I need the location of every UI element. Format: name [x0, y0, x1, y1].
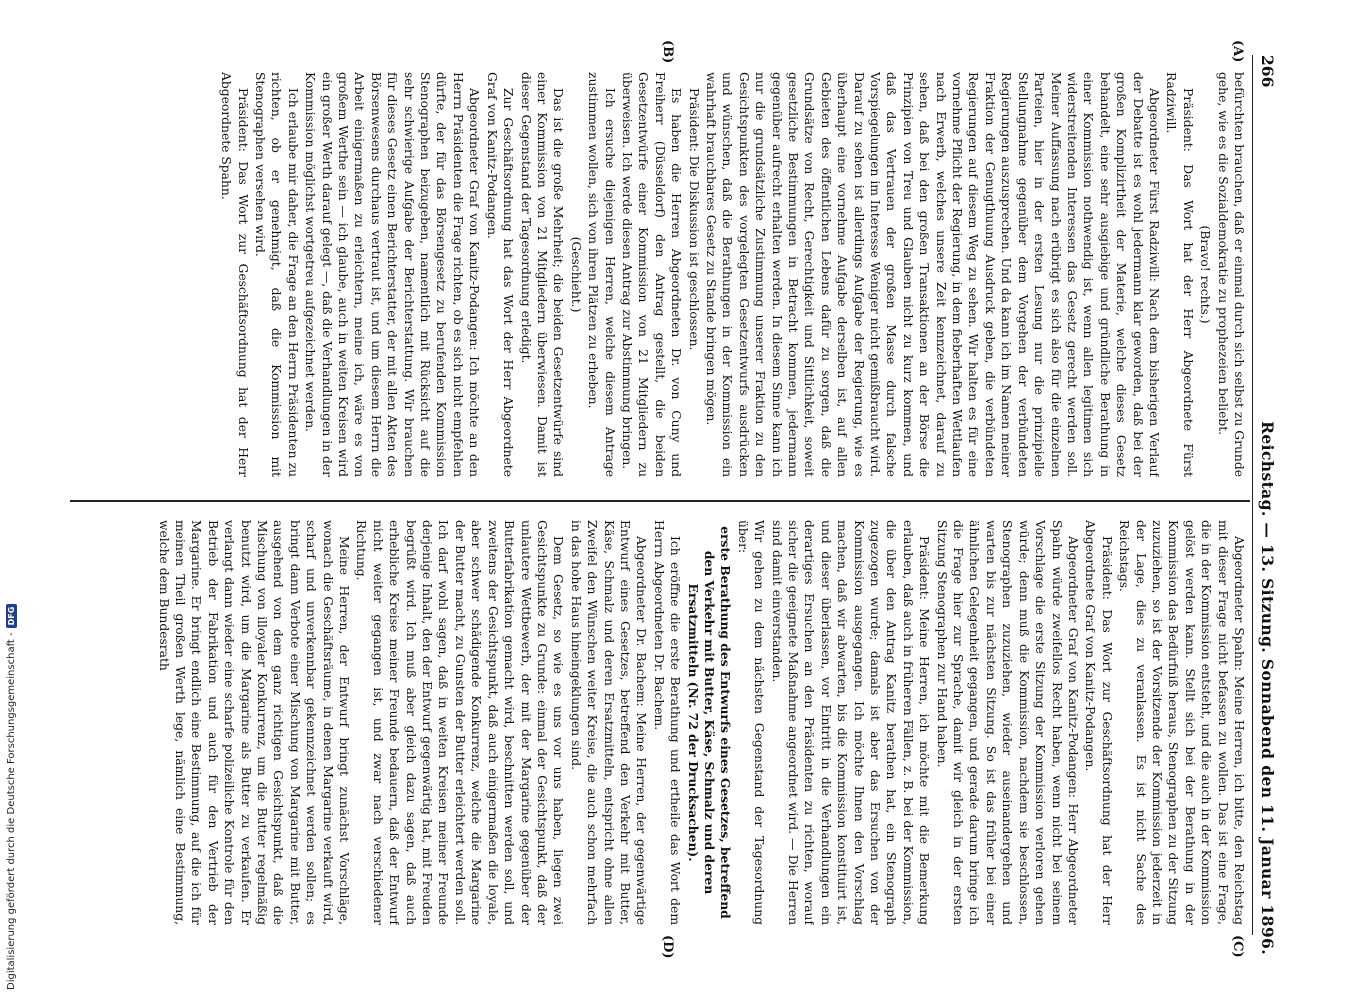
margin-marker-c: (C) — [1230, 935, 1245, 958]
running-header — [1255, 55, 1277, 955]
paragraph: Zur Geschäftsordnung hat das Wort der Herr Abgeordnete Graf von Kanitz-Podangen. — [484, 72, 516, 477]
paragraph: Dem Gesetz, so wie es uns vor uns haben, liegen zwei Gesichtspunkte zu Grunde: einmal der Gesichtspunkt, daß der unlautere Wettbewerb, der mit der Margarine gegenüber der Butterfabrikation gemacht wird, beschnitten werden soll, und zweitens der Gesichtspunkt, daß auch einigermaßen die loyale, aber schwer schädigende Konkurrenz, welche die Margarine der Butter macht, zu Gunsten der Butter erleichtert werden soll. Ich darf wohl sagen, daß in weiten Kreisen meiner Freunde derjenige Inhalt, den der Entwurf gegenwärtig hat, mit Freuden begrüßt wird. Ich muß aber gleich dazu sagen, daß auch erhebliche Kreise meiner Freunde bedauern, daß der Entwurf nicht weiter gegangen ist, und zwar nach verschiedener Richtung. — [354, 520, 566, 925]
paragraph: Präsident: Das Wort zur Geschäftsordnung hat der Herr Abgeordnete Spahn. — [219, 72, 250, 477]
paragraph: (Bravo! rechts.) — [1198, 225, 1213, 324]
left-column — [77, 72, 1247, 477]
paragraph: (Geschieht.) — [568, 236, 583, 313]
paragraph: Ich eröffne die erste Berathung und ertheile das Wort dem Herrn Abgeordneten Dr. Bachem. — [651, 520, 683, 925]
paragraph: Präsident: Die Diskussion ist geschlossen. — [686, 88, 701, 351]
paragraph: Abgeordneter Fürst Radziwill: Nach dem bisherigen Verlauf der Debatte ist es wohl jedermann klar geworden, daß bei der großen Komplizirtheit der Materie, welche dieses Gesetz behandelt, eine sehr ausgiebige und gründliche Berathung in einer Kommission nothwendig ist, wenn allen legitimen sich widerstreitenden Interessen das Gesetz gerecht werden soll. Meiner Auffassung nach erübrigt es sich also für die einzelnen Parteien, hier in der ersten Lesung nur die prinzipielle Stellungnahme gegenüber dem Vorgehen der verbündeten Regierungen auszusprechen. Und da kann ich im Namen meiner Fraktion der Genugthuung Ausdruck geben, die verbündeten Regierungen auf diesem Weg zu sehen. Wir halten es für eine vornehme Pflicht der Regierung, in dem fieberhaften Wettlaufen nach Erwerb, welches unsere Zeit kennzeichnet, darauf zu sehen, daß bei den großen Transaktionen an der Börse die Prinzipien von Treu und Glauben nicht zu kurz kommen, und daß das Vertrauen der großen Masse durch falsche Vorspiegelungen im Interesse Weniger nicht gemißbraucht wird. Darauf zu sehen ist allerdings Aufgabe der Regierung, wie es überhaupt eine vornehme Aufgabe derselben ist, auf allen Gebieten des öffentlichen Lebens dafür zu sorgen, daß die Grundsätze von Recht, Gerechtigkeit und Sittlichkeit, soweit gesetzliche Bestimmungen in Betracht kommen, jedermann gegenüber aufrecht erhalten werden. In diesem Sinne kann ich nur die grundsätzliche Zustimmung unserer Fraktion zu den Gesichtspunkten des vorgelegten Gesetzentwurfs ausdrücken und wünschen, daß die Berathungen in der Kommission ein wahrhaft brauchbares Gesetz zu Stande bringen mögen. — [704, 72, 1161, 477]
paragraph: befürchten brauchen, daß er einmal durch sich selbst zu Grunde gehe, wie es die Sozialdemokratie zu prophezeien beliebt. — [1215, 72, 1246, 477]
paragraph: Präsident: Das Wort zur Geschäftsordnung hat der Herr Abgeordnete Graf von Kanitz-Podangen. — [1083, 520, 1114, 925]
paragraph: Abgeordneter Spahn: Meine Herren, ich bitte, den Reichstag mit dieser Frage nicht befassen zu wollen. Das ist eine Frage, die in der Kommission entsteht, und die auch in der Kommission gelöst werden kann. Stellt sich bei der Berathung in der Kommission das Bedürfniß heraus, Stenographen zu der Sitzung zuzuziehen, so ist der Vorsitzende der Kommission jederzeit in der Lage, dies zu veranlassen. Es ist nicht Sache des Reichstags. — [1117, 520, 1246, 925]
header-rule — [1252, 55, 1253, 935]
margin-marker-a: (A) — [1230, 40, 1245, 63]
margin-marker-d: (D) — [660, 935, 675, 959]
right-column — [77, 520, 1247, 925]
paragraph: Wir gehen zu dem nächsten Gegenstand der Tagesordnung über: — [735, 520, 767, 925]
paragraph: Präsident: Das Wort hat der Herr Abgeordnete Fürst Radziwill. — [1164, 72, 1195, 477]
paragraph: Abgeordneter Graf von Kanitz-Podangen: Herr Abgeordneter Spahn würde zweifellos Recht haben, wenn nicht bei seinem Vorschlage die erste Sitzung der Kommission verloren gehen würde; denn muß die Kommission, nachdem sie beschlossen, Stenographen zuzuziehen, wieder auseinandergehen und warten bis zur nächsten Sitzung. So ist das früher bei einer ähnlichen Gelegenheit gegangen, und gerade darum bringe ich die Frage hier zur Sprache, damit wir gleich in der ersten Sitzung Stenographen zur Hand haben. — [934, 520, 1080, 925]
dfg-logo: DFG — [6, 604, 17, 629]
paragraph: Abgeordneter Graf von Kanitz-Podangen: Ich möchte an den Herrn Präsidenten die Frage richten, ob es sich nicht empfehlen dürfte, der für das Börsengesetz zu berufenden Kommission Stenographen beizugeben, namentlich mit Rücksicht auf die sehr schwierige Aufgabe der Berichterstattung. Wir brauchen für dieses Gesetz einen Berichterstatter, der mit allen Akten des Börsenwesens durchaus vertraut ist, und um diesem Herrn die Arbeit einigermaßen zu erleichtern, meine ich, wäre es von großem Werthe sein — ich glaube, auch in weiten Kreisen wird ein großer Werth darauf gelegt —, daß die Verhandlungen in der Kommission möglichst wortgetreu aufgezeichnet werden. — [303, 72, 482, 477]
paragraph: erste Berathung des Entwurfs eines Gesetzes, betreffend den Verkehr mit Butter, Käse, Schmalz und deren Ersatzmitteln (Nr. 72 der Drucksachen). — [685, 526, 734, 919]
header-title: Reichstag. — 13. Sitzung. Sonnabend den 11. Januar 1896. — [1258, 421, 1277, 955]
paragraph: Das ist die große Mehrheit; die beiden Gesetzentwürfe sind einer Kommission von 21 Mitgliedern überwiesen. Damit ist dieser Gegenstand der Tagesordnung erledigt. — [518, 72, 566, 477]
column-divider — [70, 500, 1250, 502]
margin-marker-b: (B) — [660, 40, 675, 64]
paragraph: Ich erlaube mir daher, die Frage an den Herrn Präsidenten zu richten, ob er genehmigt, daß die Kommission mit Stenographen versehen wird. — [253, 72, 300, 477]
page-number: 266 — [1258, 55, 1277, 88]
paragraph: Es haben die Herren Abgeordneten Dr. von Cuny und Freiherr (Düsseldorf) den Antrag gestellt, die beiden Gesetzentwürfe einer Kommission von 21 Mitgliedern zu überweisen. Ich werde diesen Antrag zur Abstimmung bringen. — [619, 72, 684, 477]
paragraph: Abgeordneter Dr. Bachem: Meine Herren, der gegenwärtige Entwurf eines Gesetzes, betreffend den Verkehr mit Butter, Käse, Schmalz und deren Ersatzmitteln, entspricht ohne allen Zweifel den Wünschen weiter Kreise, die auch schon mehrfach in das hohe Haus hineingeklungen sind. — [568, 520, 649, 925]
paragraph: Ich ersuche diejenigen Herren, welche diesem Antrage zustimmen wollen, sich von ihren Plätzen zu erheben. — [586, 72, 617, 477]
footer-text: Digitalisierung gefördert durch die Deutsche Forschungsgemeinschaft - — [6, 632, 17, 990]
footer-credit — [6, 604, 17, 990]
paragraph: Präsident: Meine Herren, ich möchte mit die Bemerkung erlauben, daß auch in früheren Fällen, z. B. bei der Kommission, die über den Antrag Kanitz berathen hat, ein Stenograph zugezogen wurde; damals ist aber das Ersuchen von der Kommission ausgegangen. Ich möchte Ihnen den Vorschlag machen, daß wir abwarten, bis die Kommission konstituirt ist, und dieser überlassen, vor Eintritt in die Verhandlungen ein derartiges Ersuchen an den Präsidenten zu richten, worauf sicher die geeignete Maßnahme angeordnet wird. — Die Herren sind damit einverstanden. — [769, 520, 932, 925]
paragraph: Meine Herren, der Entwurf bringt zunächst Vorschläge, wonach die Geschäftsräume, in denen Margarine verkauft wird, scharf und unverkennbar gekennzeichnet werden sollen; es bringt dann Verbote einer Mischung von Margarine mit Butter, ausgehend von dem ganz richtigen Gesichtspunkt, daß die Mischung von illoyaler Konkurrenz, um die Butter regelmäßig benutzt wird, um die Margarine als Butter zu verkaufen. Er verlangt dann wieder eine scharfe polizeiliche Kontrole für den Betrieb der Fabrikation und auch für den Vertrieb der Margarine. Er bringt endlich eine Bestimmung, auf die ich für meinen Theil großen Werth lege, nämlich eine Bestimmung, welche dem Bundesrath — [156, 520, 352, 925]
